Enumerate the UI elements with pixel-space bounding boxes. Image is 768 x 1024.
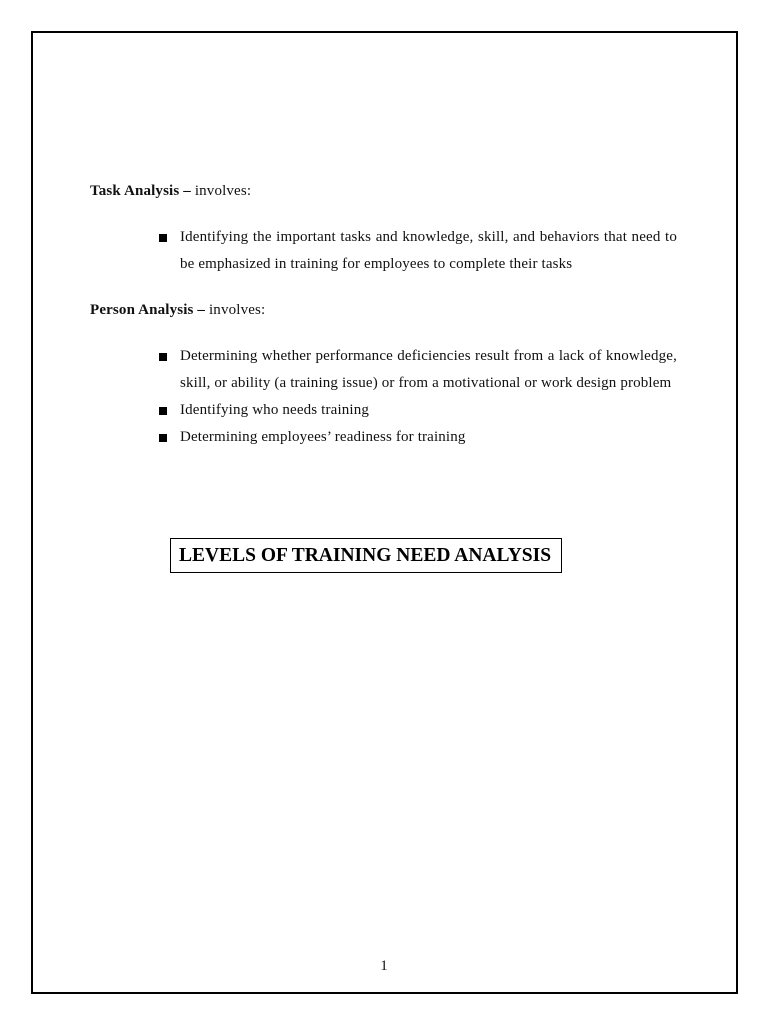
person-analysis-label: Person Analysis – [90,302,206,318]
person-analysis-list [90,343,677,451]
list-item [180,424,677,451]
task-analysis-list [90,224,677,278]
list-item-text: Identifying who needs training [180,402,370,418]
square-bullet-icon [159,234,167,242]
square-bullet-icon [159,353,167,361]
task-analysis-suffix: involves: [190,183,252,199]
page-number: 1 [380,958,388,974]
list-item [180,224,677,278]
levels-heading: LEVELS OF TRAINING NEED ANALYSIS [179,544,552,566]
person-analysis-heading [90,297,677,324]
list-item-text: Determining whether performance deficiencies result from a lack of knowledge, skill, or ability (a training issue) or from a motivational or work design problem [180,348,677,391]
task-analysis-heading [90,178,677,205]
square-bullet-icon [159,407,167,415]
person-analysis-suffix: involves: [205,302,266,318]
list-item-text: Determining employees’ readiness for training [180,429,466,445]
list-item [180,397,677,424]
list-item-text: Identifying the important tasks and knowledge, skill, and behaviors that need to be emphasized in training for employees to complete their tasks [180,229,677,272]
document-body [90,178,677,451]
list-item [180,343,677,397]
levels-heading-box [170,538,562,573]
page-border [31,31,738,994]
task-analysis-label: Task Analysis – [90,183,191,199]
square-bullet-icon [159,434,167,442]
